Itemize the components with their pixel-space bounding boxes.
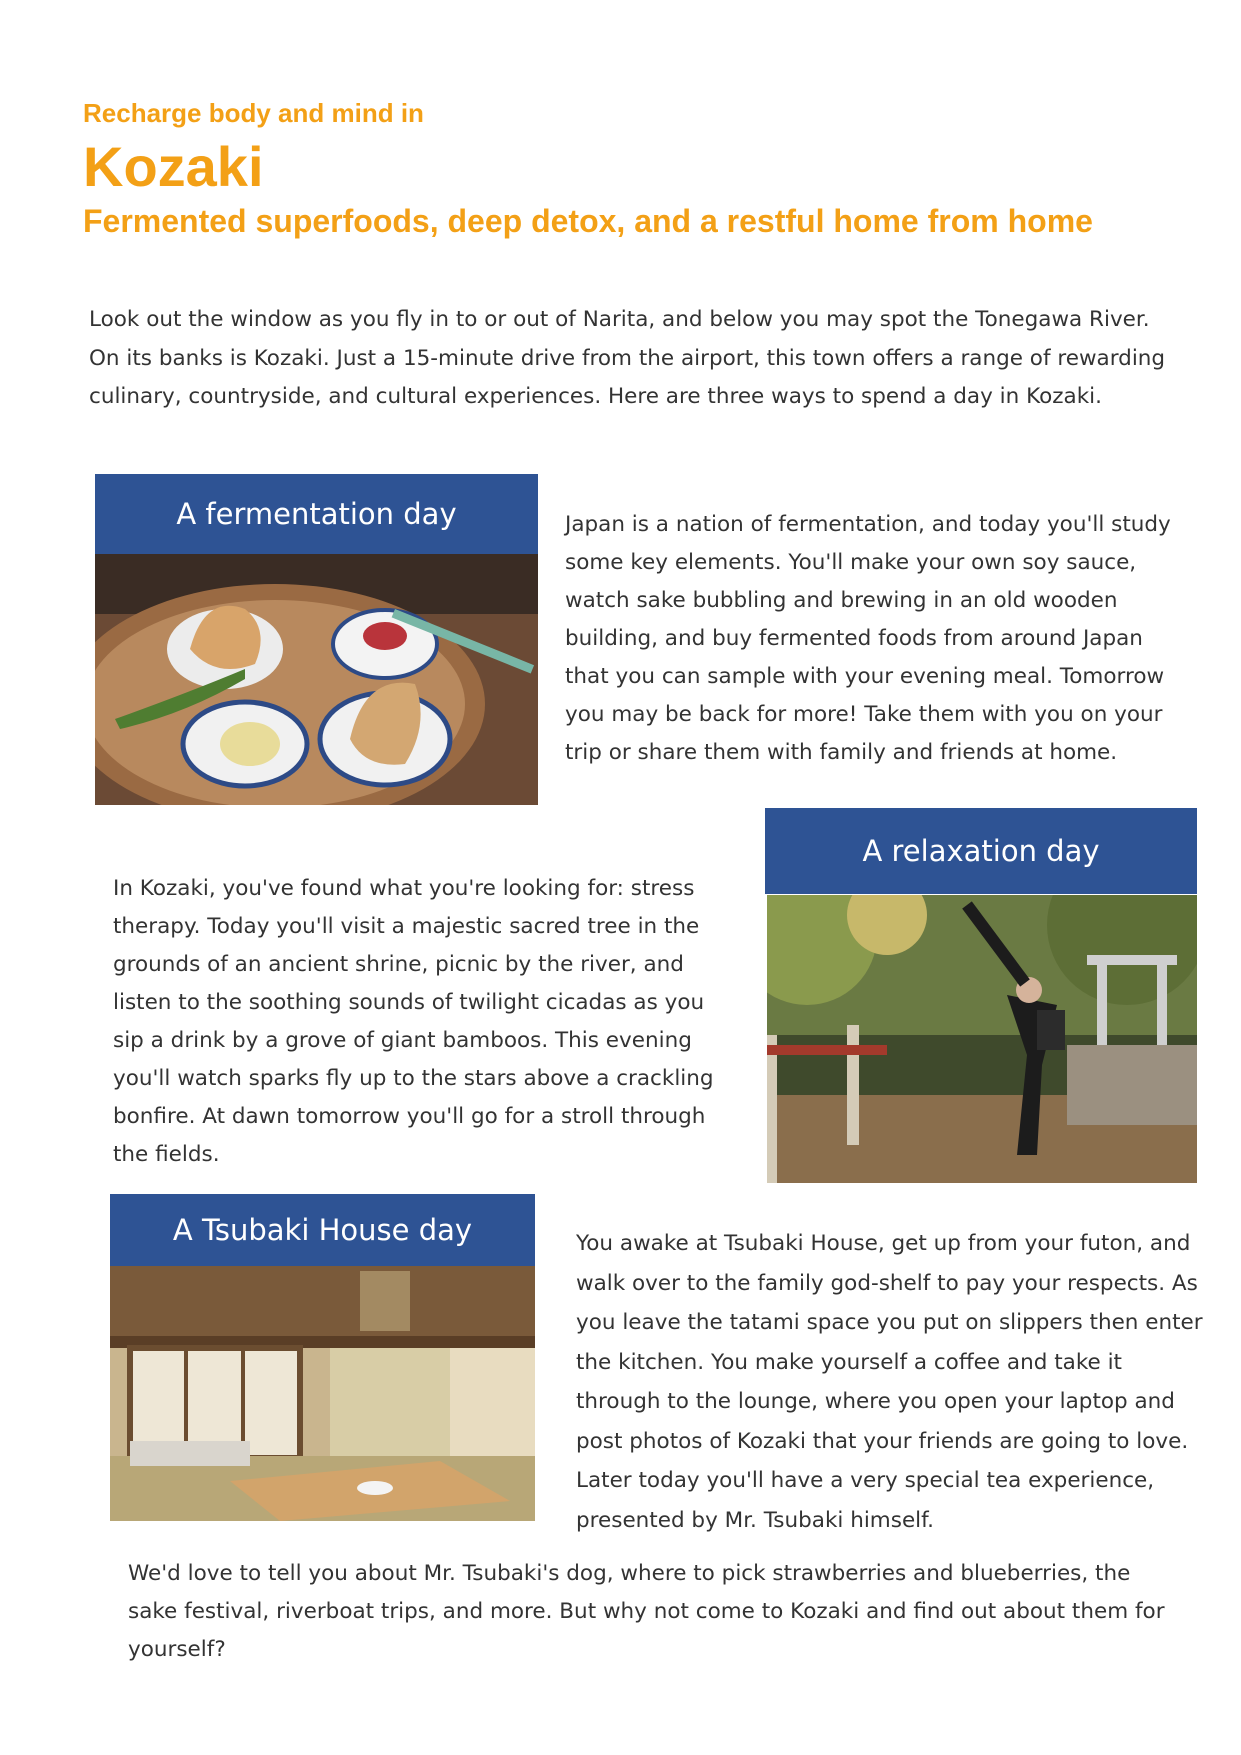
closing-paragraph: We'd love to tell you about Mr. Tsubaki's dog, where to pick strawberries and blueberries, the sake festival, riverboat trips, and more. But why not come to Kozaki and find out about them for yourself? [128,1561,1165,1662]
relaxation-photo [767,895,1197,1183]
tsubaki-text: You awake at Tsubaki House, get up from your futon, and walk over to the family god-shelf to pay your respects. As you leave the tatami space you put on slippers then enter the kitchen. You make yourself a coffee and take it through to the lounge, where you open your laptop and post photos of Kozaki that your friends are going to love. Later today you'll have a very special tea experience, presented by Mr. Tsubaki himself. [576,1231,1203,1533]
relaxation-text: In Kozaki, you've found what you're looking for: stress therapy. Today you'll visit a majestic sacred tree in the grounds of an ancient shrine, picnic by the river, and listen to the soothing sounds of twilight cicadas as you sip a drink by a grove of giant bamboos. This evening you'll watch sparks fly up to the stars above a crackling bonfire. At dawn tomorrow you'll go for a stroll through the fields. [113,876,714,1167]
relaxation-heading-banner [765,808,1197,894]
fermentation-heading: A fermentation day [176,497,457,531]
fermentation-heading-banner [95,474,538,554]
intro-paragraph: Look out the window as you fly in to or out of Narita, and below you may spot the Tonegawa River. On its banks is Kozaki. Just a 15-minute drive from the airport, this town offers a range of rewarding culinary, countryside, and cultural experiences. Here are three ways to spend a day in Kozaki. [89,307,1166,409]
fermentation-photo [95,554,538,805]
fermentation-text: Japan is a nation of fermentation, and today you'll study some key elements. You'll make your own soy sauce, watch sake bubbling and brewing in an old wooden building, and buy fermented foods from around Japan that you can sample with your evening meal. Tomorrow you may be back for more! Take them with you on your trip or share them with family and friends at home. [565,512,1171,765]
page-subtitle: Fermented superfoods, deep detox, and a restful home from home [83,203,1093,239]
tsubaki-heading-banner [110,1194,535,1266]
page-kicker: Recharge body and mind in [83,98,424,128]
page-title: Kozaki [83,135,264,198]
relaxation-heading: A relaxation day [862,834,1100,868]
tsubaki-heading: A Tsubaki House day [172,1213,473,1247]
tsubaki-photo [110,1266,535,1521]
